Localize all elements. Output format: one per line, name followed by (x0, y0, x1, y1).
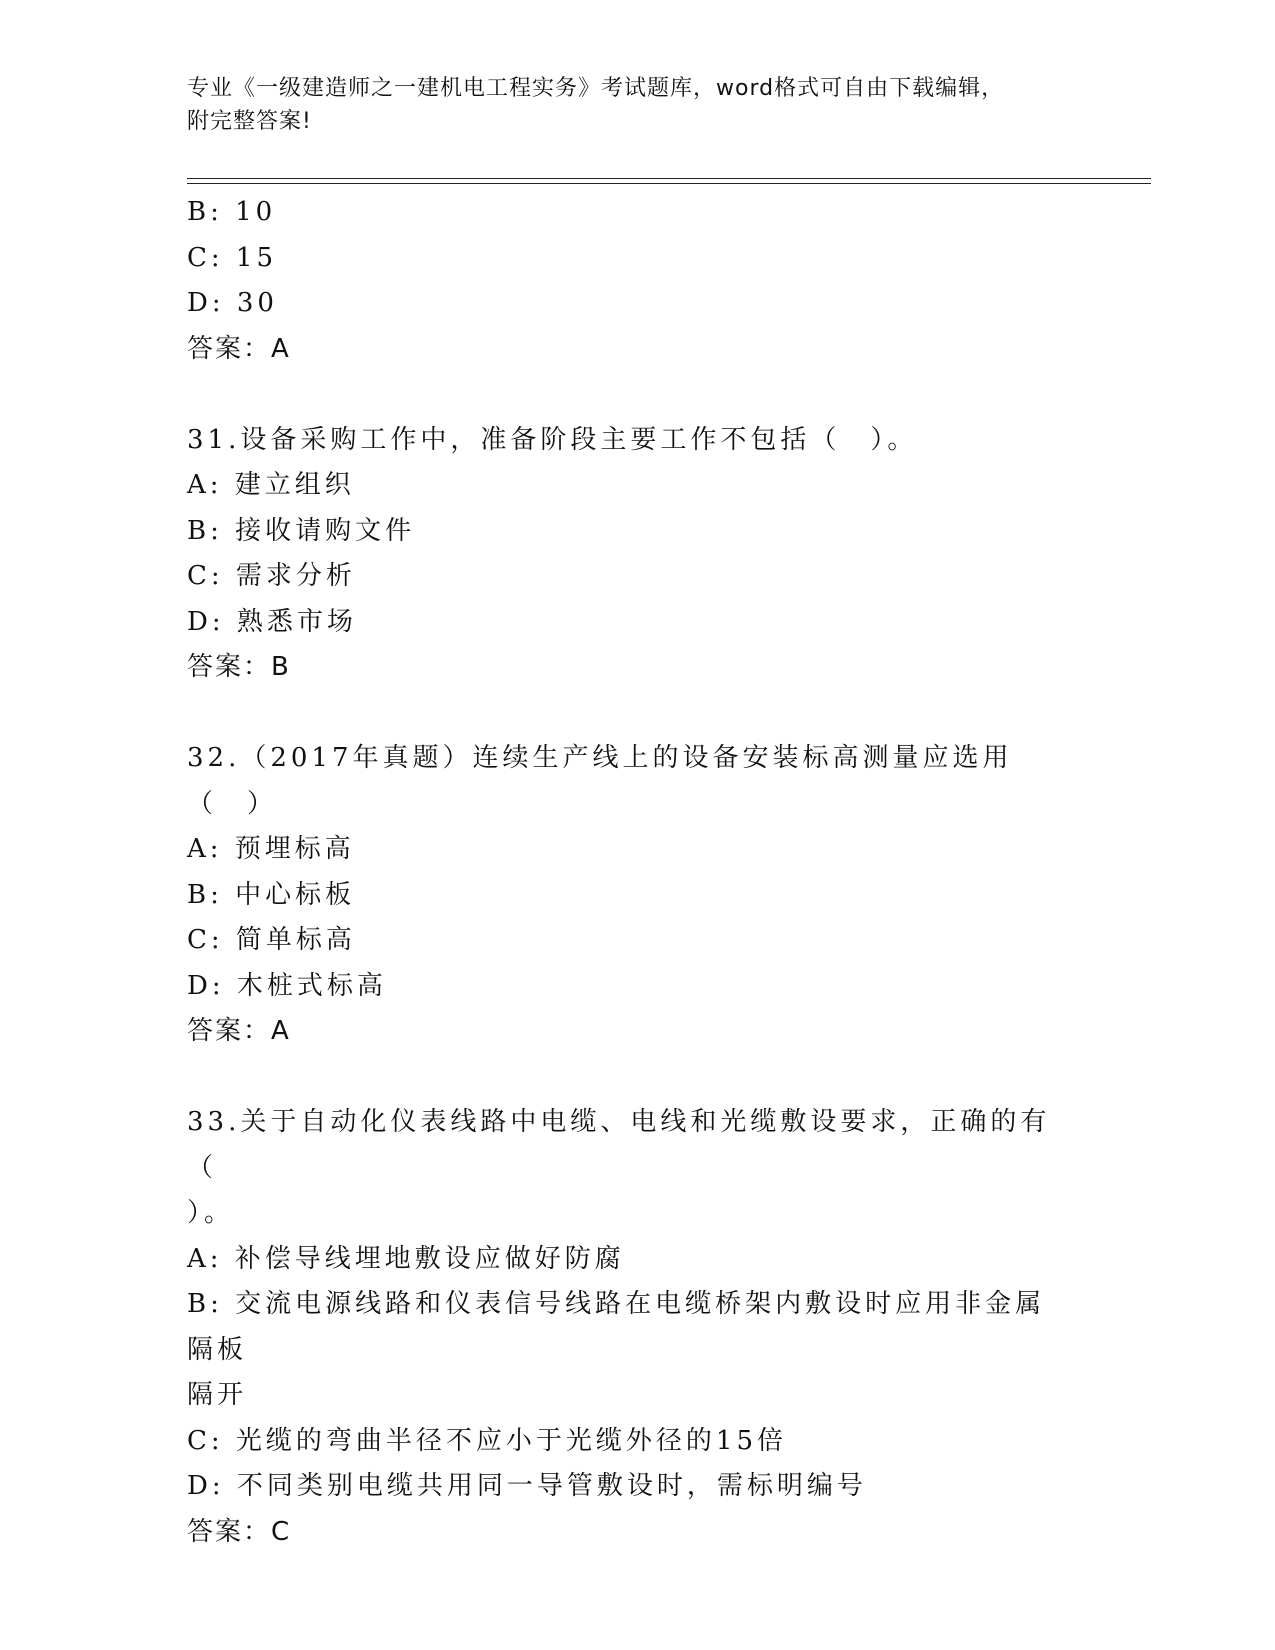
option-c: C: 15 (187, 242, 278, 273)
question-stem: 31.设备采购工作中，准备阶段主要工作不包括（ ）。 (187, 424, 918, 455)
prev-question-block (187, 190, 1087, 372)
option-b: B: 接收请购文件 (187, 515, 416, 546)
option-c: C: 简单标高 (187, 925, 356, 955)
option-d: D: 30 (187, 288, 278, 318)
option-d: D: 熟悉市场 (187, 606, 357, 637)
option-a: A: 建立组织 (187, 470, 355, 500)
answer-line: 答案：C (187, 1516, 292, 1547)
question-stem-line-1: 33.关于自动化仪表线路中电缆、电线和光缆敷设要求，正确的有（ (187, 1107, 1051, 1183)
option-c: C: 需求分析 (187, 561, 356, 591)
option-d: D: 不同类别电缆共用同一导管敷设时，需标明编号 (187, 1471, 867, 1501)
option-b: B: 交流电源线路和仪表信号线路在电缆桥架内敷设时应用非金属隔板 (187, 1289, 1046, 1365)
question-stem-line-2: ）。 (187, 1198, 235, 1228)
option-b-continuation: 隔开 (187, 1380, 248, 1410)
spacer (187, 691, 1087, 737)
answer-line: 答案：B (187, 652, 291, 682)
option-a: A: 预埋标高 (187, 834, 355, 864)
option-a: A: 补偿导线埋地敷设应做好防腐 (187, 1243, 625, 1274)
header-divider-top (187, 178, 1151, 179)
question-31 (187, 418, 1087, 691)
question-list (187, 190, 1087, 1555)
option-b: B: 10 (187, 197, 277, 227)
answer-line: 答案：A (187, 1016, 291, 1046)
spacer (187, 372, 1087, 418)
header-divider-bottom (187, 183, 1151, 184)
header-line-2: 附完整答案! (187, 109, 312, 134)
spacer (187, 1055, 1087, 1101)
option-d: D: 木桩式标高 (187, 970, 387, 1001)
question-stem: 32.（2017年真题）连续生产线上的设备安装标高测量应选用（ ） (187, 743, 1013, 819)
option-c: C: 光缆的弯曲半径不应小于光缆外径的15倍 (187, 1425, 788, 1456)
document-header (187, 72, 1067, 138)
question-32 (187, 736, 1087, 1055)
option-b: B: 中心标板 (187, 879, 356, 910)
answer-line: 答案：A (187, 333, 291, 364)
question-33 (187, 1100, 1087, 1555)
header-line-1: 专业《一级建造师之一建机电工程实务》考试题库，word格式可自由下载编辑， (187, 76, 1005, 101)
